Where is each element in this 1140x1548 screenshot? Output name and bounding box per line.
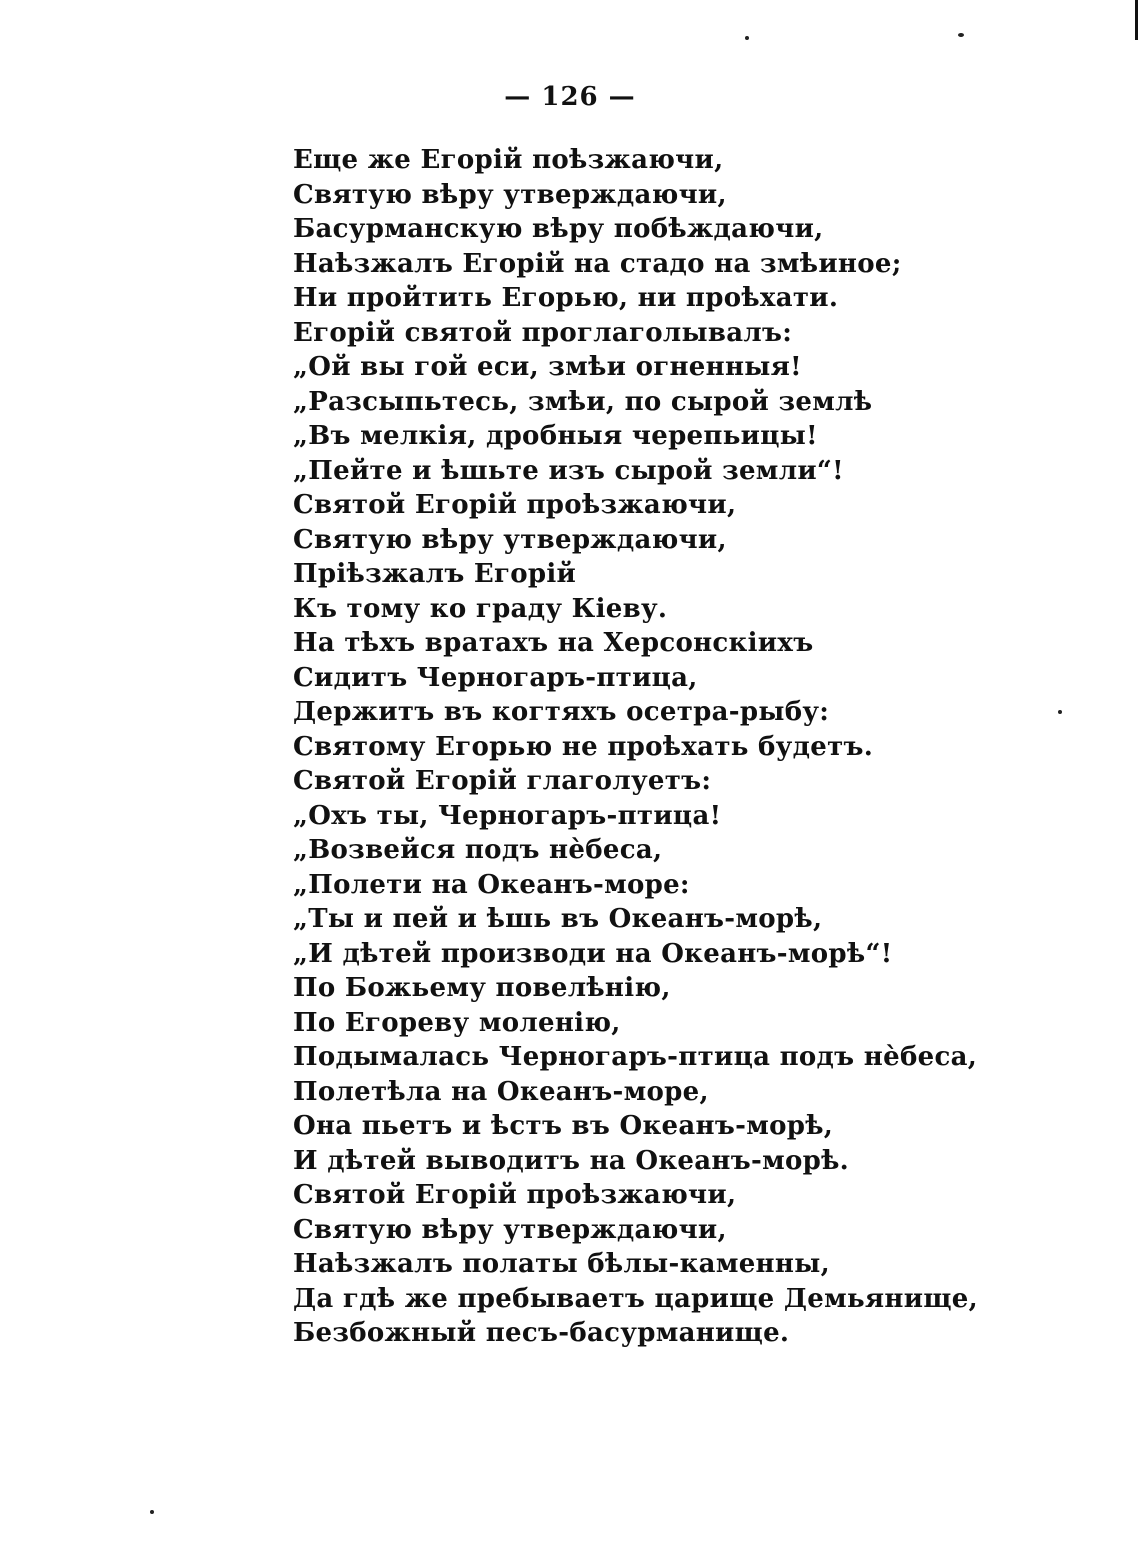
poem-line: Она пьетъ и ѣстъ въ Океанъ-морѣ, <box>293 1111 834 1141</box>
poem-line: Егорій святой проглаголывалъ: <box>293 317 793 348</box>
poem-line: Наѣзжалъ Егорій на стадо на змѣиное; <box>293 248 902 279</box>
poem-line: Ни пройтить Егорью, ни проѣхати. <box>293 283 839 313</box>
poem-line: „Въ мелкія, дробныя черепьицы! <box>293 421 818 451</box>
poem-line: Басурманскую вѣру побѣждаючи, <box>293 214 824 244</box>
poem-line: Святой Егорій проѣзжаючи, <box>293 490 737 520</box>
poem-line: Къ тому ко граду Кіеву. <box>293 593 668 624</box>
poem-line: „Ты и пей и ѣшь въ Океанъ-морѣ, <box>293 904 823 934</box>
scan-speck <box>150 1510 154 1514</box>
poem-line: Сидитъ Черногаръ-птица, <box>293 662 698 693</box>
poem-line: Святой Егорій глаголуетъ: <box>293 766 712 796</box>
poem-line: Пріѣзжалъ Егорій <box>293 559 577 589</box>
poem-line: Наѣзжалъ полаты бѣлы-каменны, <box>293 1249 830 1279</box>
poem-line: Да гдѣ же пребываетъ царище Демьянище, <box>293 1283 978 1314</box>
poem-line: Держитъ въ когтяхъ осетра-рыбу: <box>293 697 830 727</box>
poem-line: Полетѣла на Океанъ-море, <box>293 1076 709 1107</box>
poem-line: „Охъ ты, Черногаръ-птица! <box>293 800 722 831</box>
scan-speck <box>958 33 964 37</box>
poem-line: Святому Егорью не проѣхать будетъ. <box>293 731 874 762</box>
poem-text <box>293 143 978 1351</box>
scan-speck <box>745 36 749 40</box>
poem-line: Подымалась Черногаръ-птица подъ нѐбеса, <box>293 1042 978 1072</box>
poem-line: На тѣхъ вратахъ на Херсонскіихъ <box>293 628 814 658</box>
poem-line: Святой Егорій проѣзжаючи, <box>293 1180 737 1210</box>
poem-line: „Ой вы гой еси, змѣи огненныя! <box>293 352 802 382</box>
poem-line: „Возвейся подъ нѐбеса, <box>293 835 663 865</box>
poem-line: „Полети на Океанъ-море: <box>293 869 690 900</box>
poem-line: „И дѣтей производи на Океанъ-морѣ“! <box>293 938 893 969</box>
scan-edge-mark <box>1135 0 1138 40</box>
poem-line: По Егореву моленію, <box>293 1007 621 1038</box>
poem-line: „Разсыпьтесь, змѣи, по сырой землѣ <box>293 386 873 417</box>
poem-line: По Божьему повелѣнію, <box>293 973 671 1003</box>
poem-line: Святую вѣру утверждаючи, <box>293 524 727 555</box>
page-number: — 126 — <box>504 82 636 112</box>
poem-line: Безбожный песъ-басурманище. <box>293 1318 790 1348</box>
poem-line: И дѣтей выводитъ на Океанъ-морѣ. <box>293 1145 850 1176</box>
poem-line: Святую вѣру утверждаючи, <box>293 179 727 210</box>
poem-line: Еще же Егорій поѣзжаючи, <box>293 145 724 175</box>
poem-line: „Пейте и ѣшьте изъ сырой земли“! <box>293 455 844 486</box>
scan-speck <box>1058 710 1062 714</box>
poem-line: Святую вѣру утверждаючи, <box>293 1214 727 1245</box>
